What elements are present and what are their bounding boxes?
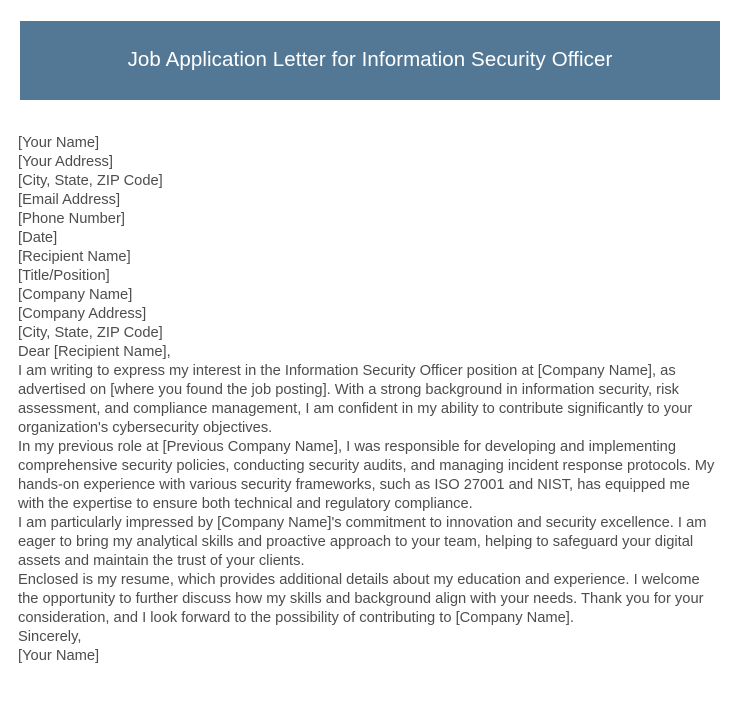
recipient-line: [Recipient Name]: [18, 249, 131, 265]
letter-body: [18, 134, 720, 666]
sender-line: [Date]: [18, 230, 58, 246]
recipient-line: [Title/Position]: [18, 268, 110, 284]
sender-address-block: [18, 134, 720, 248]
salutation: Dear [Recipient Name],: [18, 344, 171, 360]
closing-line: Sincerely,: [18, 629, 82, 645]
page-title: Job Application Letter for Information Security Officer: [127, 48, 613, 72]
recipient-address-block: [18, 248, 720, 343]
sender-line: [Your Name]: [18, 135, 100, 151]
sender-line: [Phone Number]: [18, 211, 125, 227]
sender-line: [Email Address]: [18, 192, 121, 208]
letter-paragraph: I am particularly impressed by [Company Name]'s commitment to innovation and security excellence. I am eager to bring my analytical skills and proactive approach to your team, helping to safeguard your digital assets and maintain the trust of your clients.: [18, 515, 707, 569]
sender-line: [Your Address]: [18, 154, 113, 170]
recipient-line: [Company Name]: [18, 287, 133, 303]
letter-paragraph: Enclosed is my resume, which provides additional details about my education and experience. I welcome the opportunity to further discuss how my skills and background align with your needs. Thank you for your consideration, and I look forward to the possibility of contributing to [Company Name].: [18, 572, 704, 626]
sender-line: [City, State, ZIP Code]: [18, 173, 163, 189]
letter-paragraph: In my previous role at [Previous Company Name], I was responsible for developing and implementing comprehensive security policies, conducting security audits, and managing incident response protocols. My hands-on experience with various security frameworks, such as ISO 27001 and NIST, has equipped me with the expertise to ensure both technical and regulatory compliance.: [18, 439, 715, 512]
recipient-line: [Company Address]: [18, 306, 147, 322]
signature-line: [Your Name]: [18, 648, 100, 664]
recipient-line: [City, State, ZIP Code]: [18, 325, 163, 341]
document-header-banner: [20, 21, 720, 100]
letter-paragraph: I am writing to express my interest in the Information Security Officer position at [Company Name], as advertised on [where you found the job posting]. With a strong background in information security, risk assessment, and compliance management, I am confident in my ability to contribute significantly to your organization's cybersecurity objectives.: [18, 363, 693, 436]
